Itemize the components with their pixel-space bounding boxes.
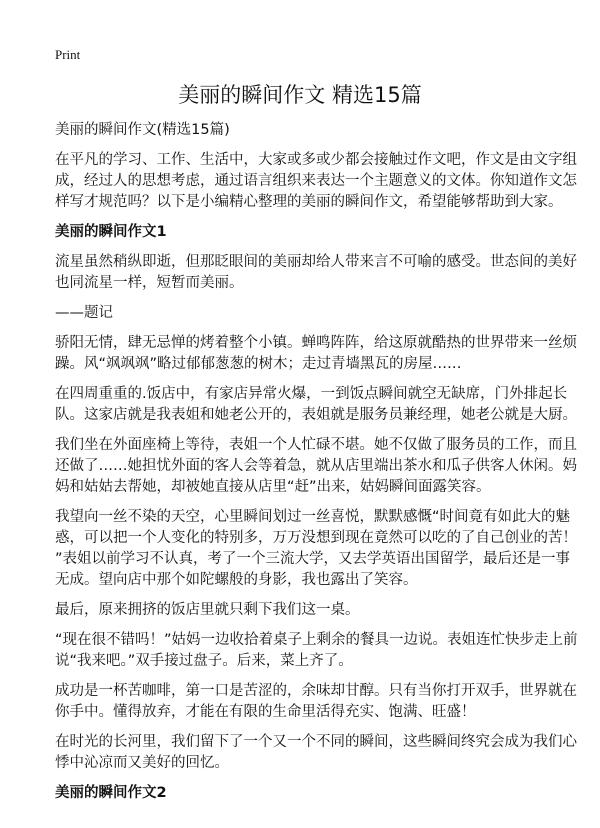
text-line: 队。这家店就是我表姐和她老公开的，表姐就是服务员兼经理，她老公就是大厨。 — [55, 407, 577, 423]
text-line: 躁。风“飒飒飒”略过郁郁葱葱的树木；走过青墙黑瓦的房屋…… — [55, 356, 462, 372]
text-line: 成，经过人的思想考虑，通过语言组织来表达一个主题意义的文体。你知道作文怎 — [55, 173, 577, 189]
page-title: 美丽的瞬间作文 精选15篇 — [178, 83, 422, 107]
essay-1-body — [55, 252, 578, 774]
text-line: 我们坐在外面座椅上等待，表姐一个人忙碌不堪。她不仅做了服务员的工作，而且 — [55, 437, 577, 453]
text-line: 在平凡的学习、工作、生活中，大家或多或少都会接触过作文吧，作文是由文字组 — [55, 152, 577, 168]
text-line: 在时光的长河里，我们留下了一个又一个不同的瞬间，这些瞬间终究会成为我们心 — [55, 734, 577, 750]
text-line: 你手中。懂得放弃，才能在有限的生命里活得充实、饱满、旺盛！ — [55, 704, 476, 720]
text-line: 也同流星一样，短暂而美丽。 — [55, 275, 244, 291]
text-line: 骄阳无情，肆无忌惮的烤着整个小镇。蝉鸣阵阵，给这原就酷热的世界带来一丝烦 — [55, 335, 577, 351]
paragraph — [55, 630, 578, 672]
text-line: 最后，原来拥挤的饭店里就只剩下我们这一桌。 — [55, 602, 360, 618]
document-subtitle: 美丽的瞬间作文(精选15篇) — [55, 122, 230, 138]
paragraph — [55, 507, 577, 591]
text-line: 悸中沁凉而又美好的回忆。 — [55, 755, 229, 771]
paragraph — [55, 435, 577, 498]
text-line: ——题记 — [55, 305, 113, 321]
intro-paragraph — [55, 150, 577, 213]
text-line: 说“我来吧。”双手接过盘子。后来，菜上齐了。 — [55, 653, 353, 669]
text-line: 流星虽然稍纵即逝，但那眨眼间的美丽却给人带来言不可喻的感受。世态间的美好 — [55, 254, 577, 270]
paragraph — [55, 600, 565, 621]
paragraph — [55, 303, 565, 324]
essay-2-heading: 美丽的瞬间作文2 — [55, 785, 167, 801]
paragraph — [55, 333, 577, 375]
text-line: 还做了……她担忧外面的客人会等着急，就从店里端出茶水和瓜子供客人休闲。妈 — [55, 458, 577, 474]
text-line: 成功是一杯苦咖啡，第一口是苦涩的，余味却甘醇。只有当你打开双手，世界就在 — [55, 683, 577, 699]
text-line: 妈和姑姑去帮她，却被她直接从店里“赶”出来，姑妈瞬间面露笑容。 — [55, 479, 491, 495]
paragraph — [55, 252, 577, 294]
text-line: “现在很不错吗！”姑妈一边收拾着桌子上剩余的餐具一边说。表姐连忙快步走上前 — [55, 632, 578, 648]
document-body — [55, 120, 578, 813]
text-line: 样写才规范吗？以下是小编精心整理的美丽的瞬间作文，希望能够帮助到大家。 — [55, 194, 563, 210]
print-link[interactable]: Print — [55, 47, 81, 62]
text-line: 惑，可以把一个人变化的特别多，万万没想到现在竟然可以吃的了自己创业的苦！ — [55, 530, 577, 546]
paragraph — [55, 384, 577, 426]
paragraph — [55, 732, 577, 774]
text-line: 我望向一丝不染的天空，心里瞬间划过一丝喜悦，默默感慨“时间竟有如此大的魅 — [55, 509, 571, 525]
text-line: 在四周重重的.饭店中，有家店异常火爆，一到饭点瞬间就空无缺席，门外排起长 — [55, 386, 568, 402]
text-line: ”表姐以前学习不认真，考了一个三流大学，又去学英语出国留学，最后还是一事 — [55, 551, 571, 567]
essay-1-heading: 美丽的瞬间作文1 — [55, 224, 167, 240]
text-line: 无成。望向店中那个如陀螺般的身影，我也露出了笑容。 — [55, 572, 418, 588]
paragraph — [55, 681, 577, 723]
